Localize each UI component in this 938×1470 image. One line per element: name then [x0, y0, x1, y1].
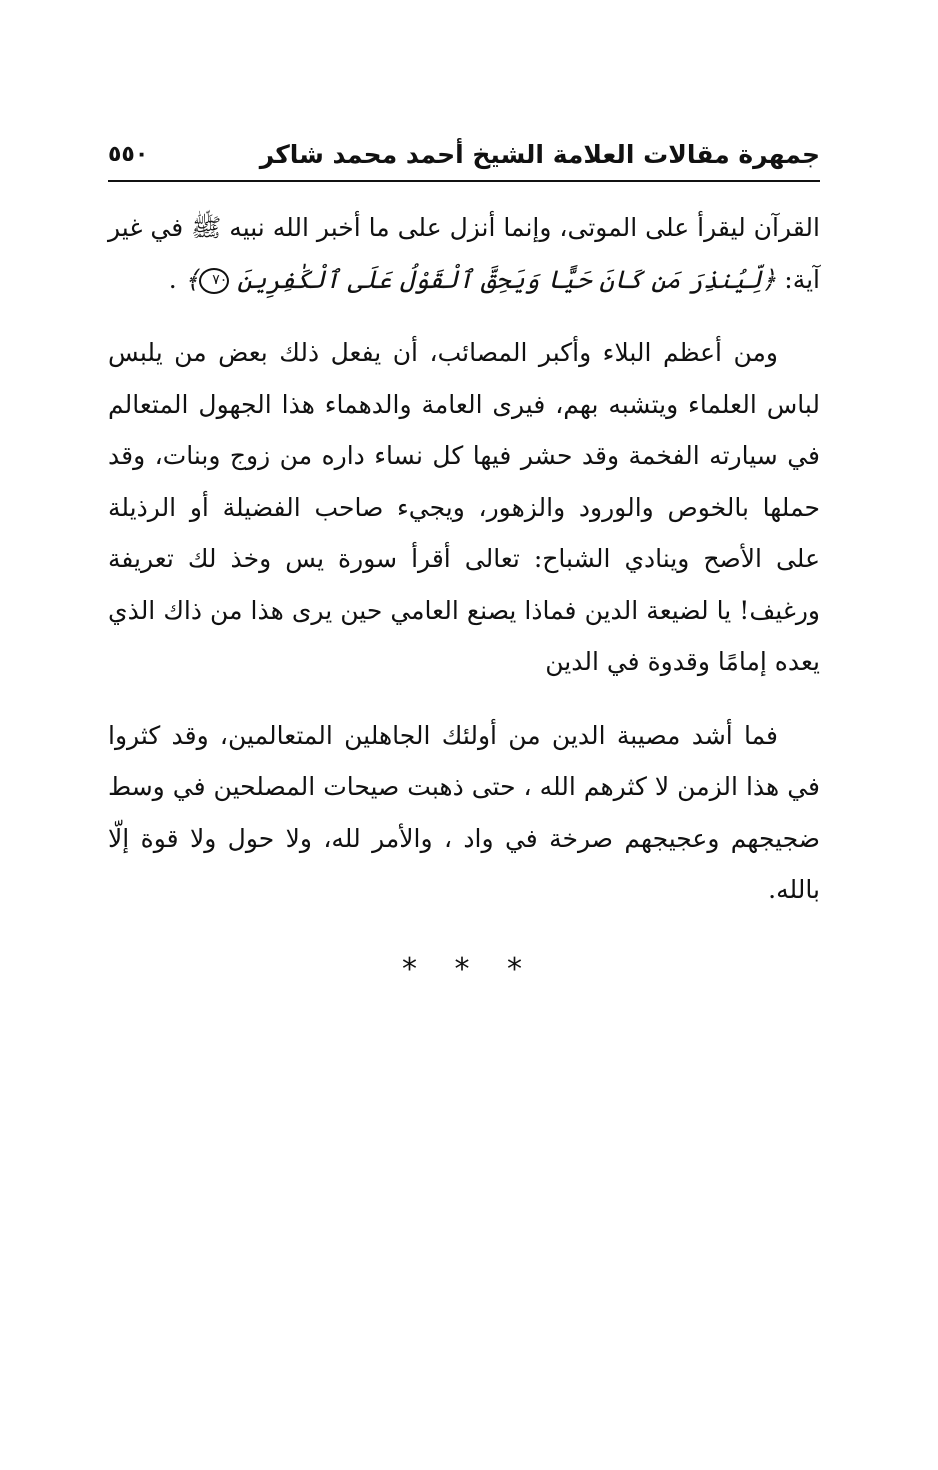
body-text — [108, 202, 820, 916]
paragraph: فما أشد مصيبة الدين من أولئك الجاهلين المتعالمين، وقد كثروا في هذا الزمن لا كثرهم الله ، حتى ذهبت صيحات المصلحين في وسط ضجيجهم وعجيجهم صرخة في واد ، والأمر لله، ولا حول ولا قوة إلّا بالله. — [108, 720, 820, 904]
quran-verse — [177, 265, 777, 294]
paragraph-continuation — [108, 202, 820, 305]
verse-open-bracket: ﴿ — [761, 264, 777, 294]
section-separator: * * * — [401, 952, 537, 987]
ayah-number-badge: ٧٠ — [199, 268, 229, 294]
page-header — [108, 128, 820, 182]
verse-text: لِّيُنذِرَ مَن كَانَ حَيًّا وَيَحِقَّ ٱلْقَوْلُ عَلَى ٱلْكَٰفِرِينَ — [237, 264, 762, 294]
verse-close-bracket: ﴾ — [184, 264, 200, 294]
sentence-end: . — [168, 264, 177, 294]
page-number: ٥٥٠ — [108, 141, 149, 167]
paragraph: ومن أعظم البلاء وأكبر المصائب، أن يفعل ذلك بعض من يلبس لباس العلماء ويتشبه بهم، فيرى العامة والدهماء هذا الجهول المتعالم في سيارته الفخمة وقد حشر فيها كل نساء داره من زوج وبنات، وقد حملها بالخوص والورود والزهور، ويجيء صاحب الفضيلة أو الرذيلة على الأصح وينادي الشباح: تعالى أقرأ سورة يس وخذ لك تعريفة ورغيف! يا لضيعة الدين فماذا يصنع العامي حين يرى هذا من ذاك الذي يعده إمامًا وقدوة في الدين — [108, 338, 820, 676]
running-title: جمهرة مقالات العلامة الشيخ أحمد محمد شاكر — [259, 139, 820, 169]
paragraph-text: القرآن ليقرأ على الموتى، وإنما أنزل على ما أخبر الله نبيه ﷺ في غير آية: — [108, 213, 820, 294]
